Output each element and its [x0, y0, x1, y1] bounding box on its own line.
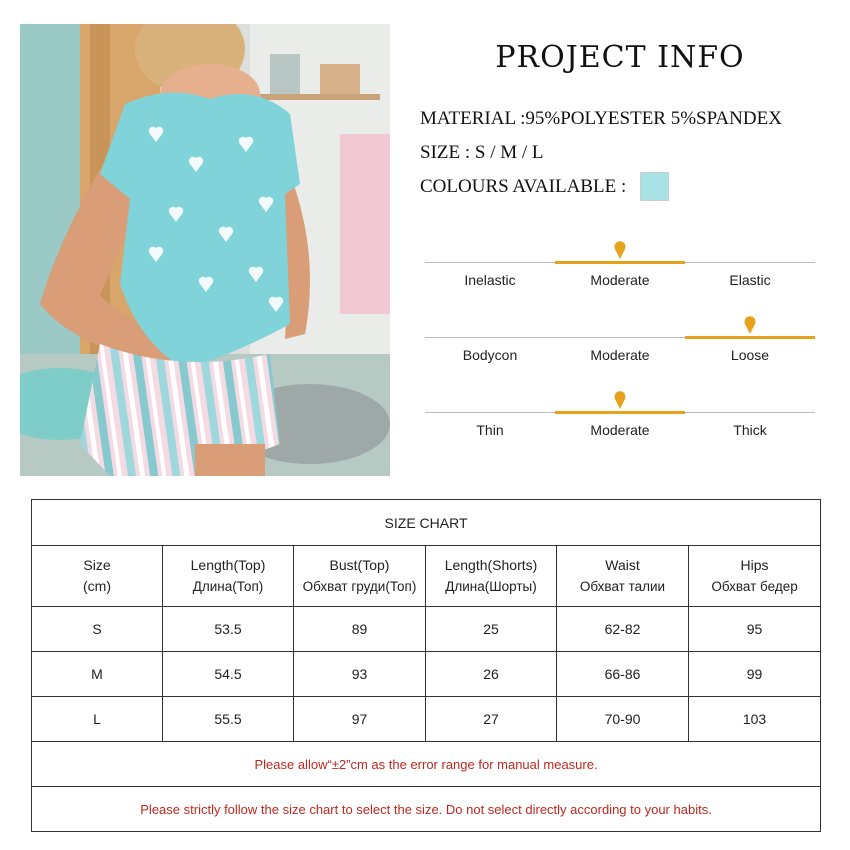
- colours-spec: COLOURS AVAILABLE :: [420, 176, 627, 197]
- material-spec: MATERIAL :95%POLYESTER 5%SPANDEX: [420, 108, 782, 129]
- cell-bust-top: 89: [294, 607, 426, 652]
- cell-size: L: [32, 697, 163, 742]
- cell-length-shorts: 27: [426, 697, 557, 742]
- header-length-shorts: Length(Shorts) Длина(Шорты): [426, 546, 557, 607]
- header-size: Size (cm): [32, 546, 163, 607]
- scale-label-low: Thin: [476, 422, 504, 438]
- scale-label-mid: Moderate: [590, 272, 650, 288]
- size-chart-table: [31, 499, 821, 832]
- table-header-row: [32, 546, 821, 607]
- cell-bust-top: 93: [294, 652, 426, 697]
- cell-waist: 66-86: [557, 652, 689, 697]
- cell-hips: 103: [689, 697, 821, 742]
- fit-indicator-bar: [685, 336, 815, 339]
- cell-size: M: [32, 652, 163, 697]
- cell-hips: 99: [689, 652, 821, 697]
- scale-label-low: Inelastic: [464, 272, 516, 288]
- colour-swatch[interactable]: [640, 172, 669, 201]
- elasticity-scale: [425, 240, 815, 300]
- size-selection-note: Please strictly follow the size chart to select the size. Do not select directly according to your habits.: [32, 787, 821, 832]
- cell-hips: 95: [689, 607, 821, 652]
- scale-label-mid: Moderate: [590, 347, 650, 363]
- measure-error-note: Please allow“±2”cm as the error range for manual measure.: [32, 742, 821, 787]
- thickness-scale: [425, 390, 815, 450]
- header-hips: Hips Обхват бедер: [689, 546, 821, 607]
- cell-length-top: 53.5: [163, 607, 294, 652]
- thickness-indicator-bar: [555, 411, 685, 414]
- cell-bust-top: 97: [294, 697, 426, 742]
- cell-waist: 62-82: [557, 607, 689, 652]
- scale-label-high: Thick: [733, 422, 767, 438]
- table-row: [32, 607, 821, 652]
- product-photo: [20, 24, 390, 476]
- cell-size: S: [32, 607, 163, 652]
- cell-length-top: 55.5: [163, 697, 294, 742]
- scale-label-high: Loose: [730, 347, 770, 363]
- table-row: [32, 697, 821, 742]
- page-title: PROJECT INFO: [495, 40, 745, 75]
- scale-label-low: Bodycon: [462, 347, 518, 363]
- fit-scale: [425, 315, 815, 375]
- size-spec: SIZE : S / M / L: [420, 142, 544, 163]
- scale-label-high: Elastic: [729, 272, 771, 288]
- size-chart-title: SIZE CHART: [32, 500, 821, 546]
- header-length-top: Length(Top) Длина(Топ): [163, 546, 294, 607]
- header-waist: Waist Обхват талии: [557, 546, 689, 607]
- elasticity-marker-icon: [613, 240, 627, 260]
- thickness-marker-icon: [613, 390, 627, 410]
- table-row: [32, 652, 821, 697]
- cell-length-shorts: 26: [426, 652, 557, 697]
- elasticity-indicator-bar: [555, 261, 685, 264]
- fit-marker-icon: [743, 315, 757, 335]
- cell-length-shorts: 25: [426, 607, 557, 652]
- cell-length-top: 54.5: [163, 652, 294, 697]
- header-bust-top: Bust(Top) Обхват груди(Топ): [294, 546, 426, 607]
- cell-waist: 70-90: [557, 697, 689, 742]
- scale-label-mid: Moderate: [590, 422, 650, 438]
